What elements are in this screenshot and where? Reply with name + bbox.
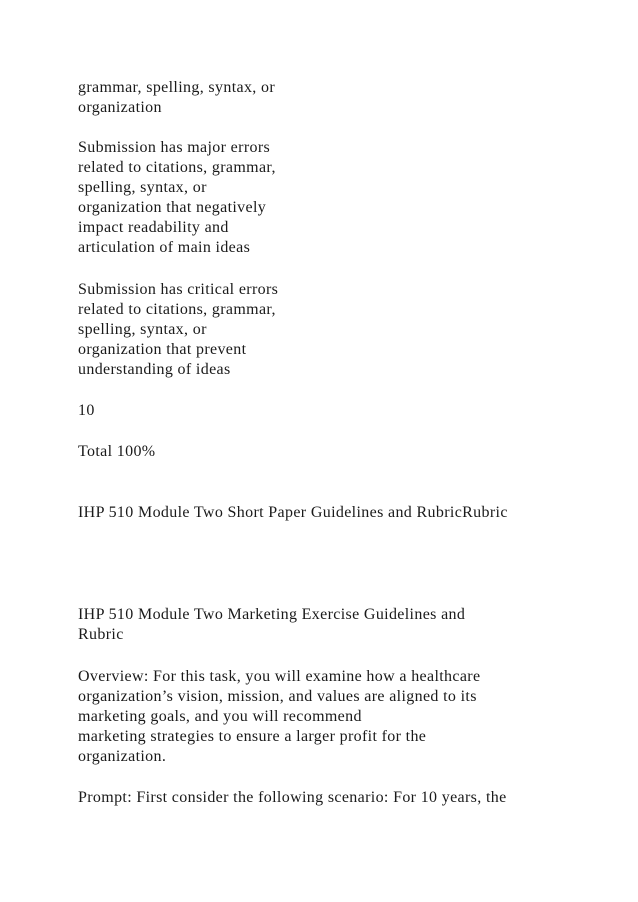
rubric-criterion-text: articulation of main ideas bbox=[78, 239, 251, 256]
rubric-criterion-text: organization bbox=[78, 99, 162, 116]
rubric-criterion-text: Submission has critical errors bbox=[78, 281, 279, 298]
rubric-total: Total 100% bbox=[78, 443, 156, 460]
overview-paragraph: Overview: For this task, you will examine how a healthcare bbox=[78, 668, 481, 685]
document-heading: Rubric bbox=[78, 626, 124, 643]
rubric-criterion-text: grammar, spelling, syntax, or bbox=[78, 79, 276, 96]
overview-paragraph: marketing goals, and you will recommend bbox=[78, 708, 362, 725]
rubric-criterion-text: related to citations, grammar, bbox=[78, 301, 276, 318]
overview-paragraph: organization’s vision, mission, and values are aligned to its bbox=[78, 688, 477, 705]
rubric-criterion-text: understanding of ideas bbox=[78, 361, 231, 378]
rubric-criterion-text: organization that negatively bbox=[78, 199, 267, 216]
rubric-criterion-text: spelling, syntax, or bbox=[78, 321, 207, 338]
rubric-criterion-text: related to citations, grammar, bbox=[78, 159, 276, 176]
rubric-criterion-text: Submission has major errors bbox=[78, 139, 271, 156]
overview-paragraph: marketing strategies to ensure a larger profit for the bbox=[78, 728, 427, 745]
document-heading: IHP 510 Module Two Short Paper Guidelines and RubricRubric bbox=[78, 504, 508, 521]
rubric-value: 10 bbox=[78, 402, 95, 419]
prompt-paragraph: Prompt: First consider the following scenario: For 10 years, the bbox=[78, 789, 507, 806]
rubric-criterion-text: spelling, syntax, or bbox=[78, 179, 207, 196]
document-heading: IHP 510 Module Two Marketing Exercise Guidelines and bbox=[78, 606, 466, 623]
overview-paragraph: organization. bbox=[78, 748, 167, 765]
rubric-criterion-text: impact readability and bbox=[78, 219, 229, 236]
rubric-criterion-text: organization that prevent bbox=[78, 341, 247, 358]
